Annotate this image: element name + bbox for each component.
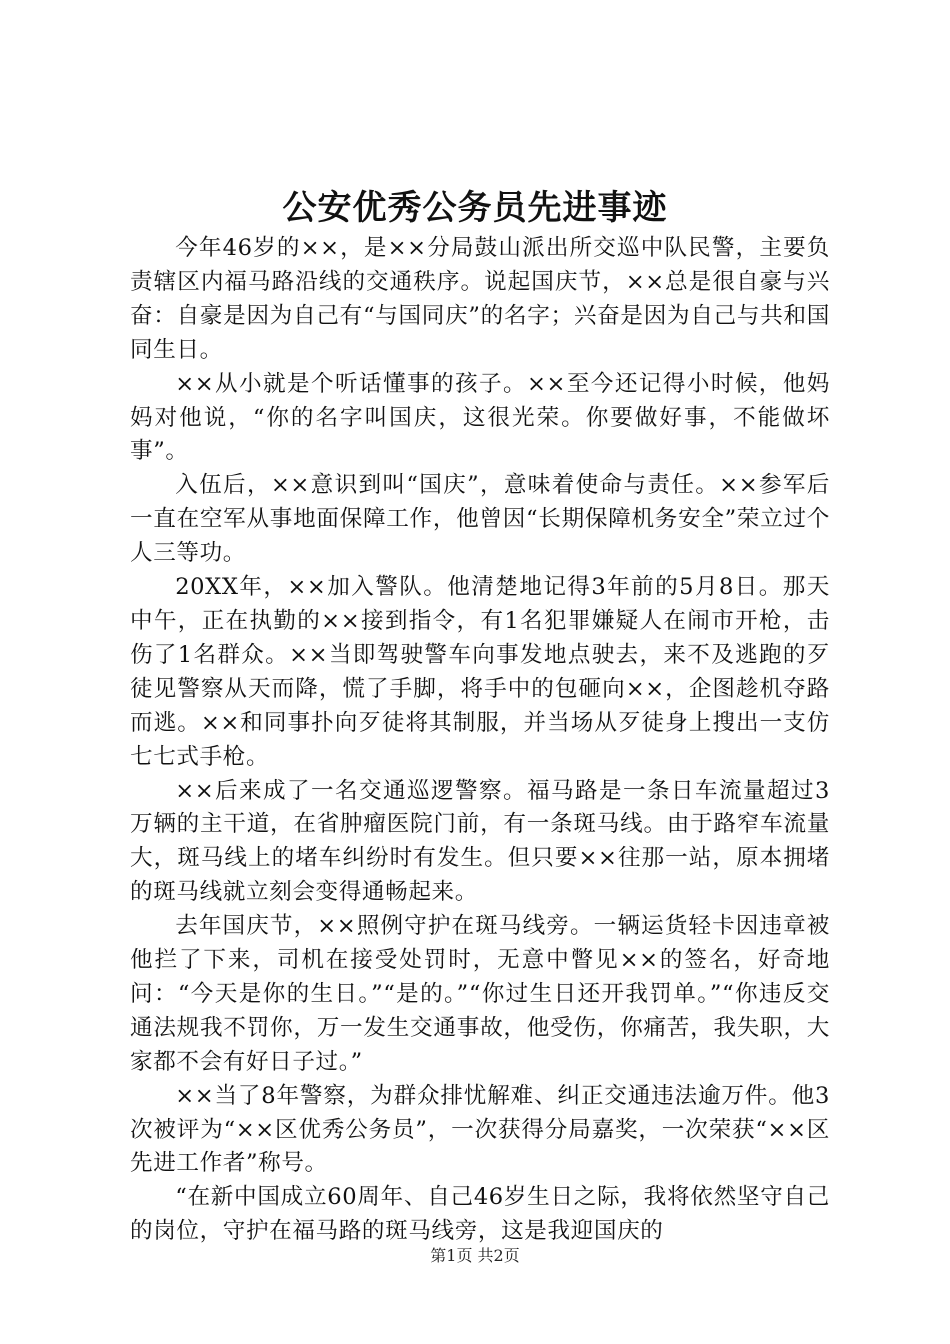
paragraph-5: ××后来成了一名交通巡逻警察。福马路是一条日车流量超过3万辆的主干道，在省肿瘤医院门前，有一条斑马线。由于路窄车流量大，斑马线上的堵车纠纷时有发生。但只要××往那一站，原本拥堵的斑马线就立刻会变得通畅起来。 xyxy=(130,777,830,906)
paragraph-2: ××从小就是个听话懂事的孩子。××至今还记得小时候，他妈妈对他说，“你的名字叫国庆，这很光荣。你要做好事，不能做坏事”。 xyxy=(130,370,830,465)
document-body xyxy=(130,232,830,1249)
paragraph-4: 20XX年，××加入警队。他清楚地记得3年前的5月8日。那天中午，正在执勤的××接到指令，有1名犯罪嫌疑人在闹市开枪，击伤了1名群众。××当即驾驶警车向事发地点驶去，来不及逃跑的歹徒见警察从天而降，慌了手脚，将手中的包砸向××，企图趁机夺路而逃。××和同事扑向歹徒将其制服，并当场从歹徒身上搜出一支仿七七式手枪。 xyxy=(130,574,830,770)
document-title: 公安优秀公务员先进事迹 xyxy=(282,188,668,228)
page-number-footer: 第1页 共2页 xyxy=(430,1246,520,1265)
paragraph-6: 去年国庆节，××照例守护在斑马线旁。一辆运货轻卡因违章被他拦了下来，司机在接受处罚时，无意中瞥见××的签名，好奇地问：“今天是你的生日。”“是的。”“你过生日还开我罚单。”“你违反交通法规我不罚你，万一发生交通事故，他受伤，你痛苦，我失职，大家都不会有好日子过。” xyxy=(130,913,830,1075)
paragraph-1: 今年46岁的××，是××分局鼓山派出所交巡中队民警，主要负责辖区内福马路沿线的交通秩序。说起国庆节，××总是很自豪与兴奋：自豪是因为自己有“与国同庆”的名字；兴奋是因为自己与共和国同生日。 xyxy=(130,235,830,363)
paragraph-7: ××当了8年警察，为群众排忧解难、纠正交通违法逾万件。他3次被评为“××区优秀公务员”，一次获得分局嘉奖，一次荣获“××区先进工作者”称号。 xyxy=(130,1082,830,1177)
paragraph-3: 入伍后，××意识到叫“国庆”，意味着使命与责任。××参军后一直在空军从事地面保障工作，他曾因“长期保障机务安全”荣立过个人三等功。 xyxy=(130,472,830,567)
paragraph-8: “在新中国成立60周年、自己46岁生日之际，我将依然坚守自己的岗位，守护在福马路的斑马线旁，这是我迎国庆的 xyxy=(130,1184,830,1245)
